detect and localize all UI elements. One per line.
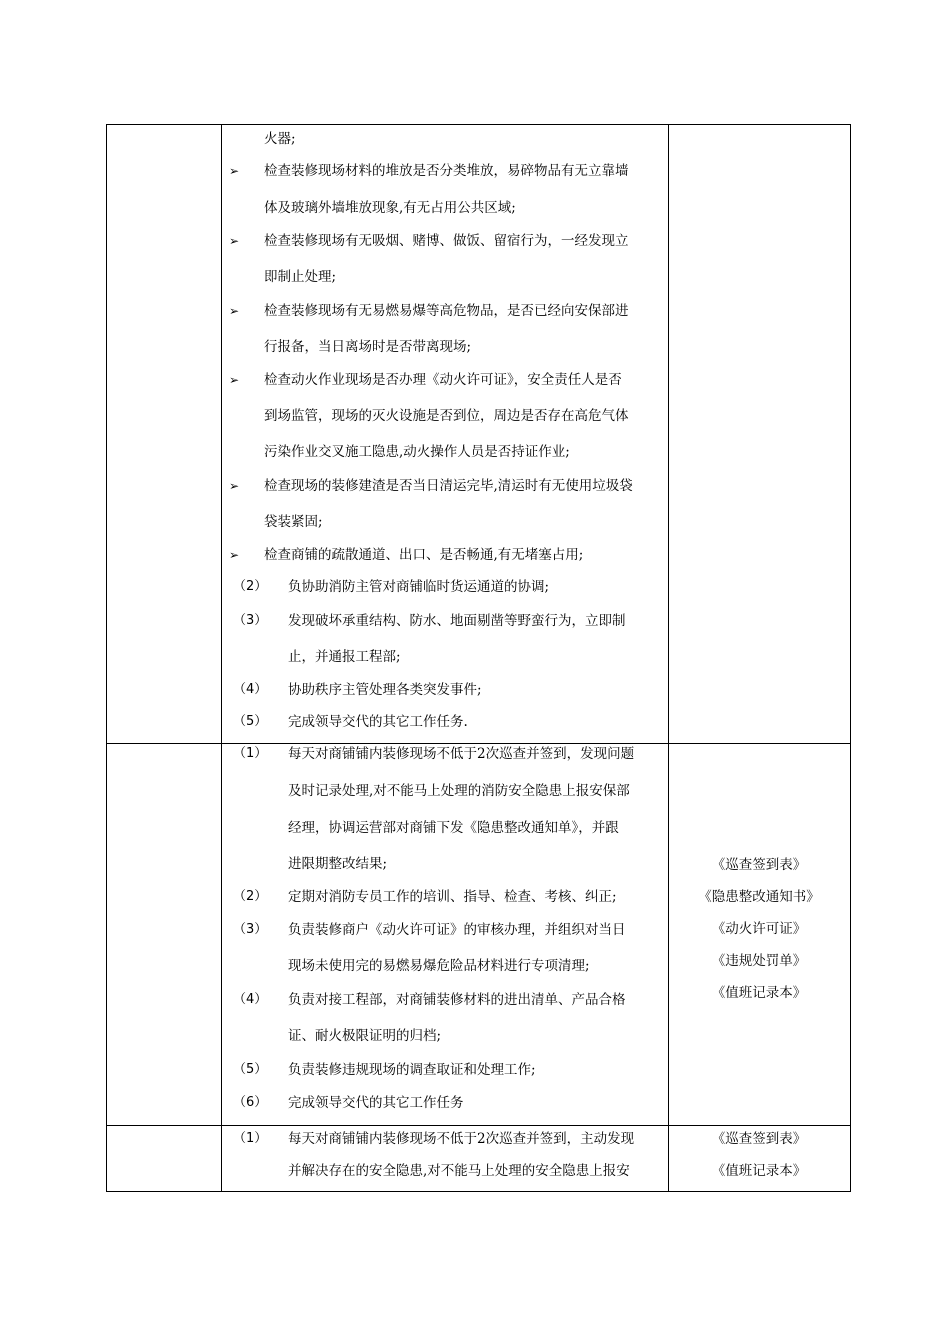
- duty-line: 进限期整改结果;: [288, 856, 388, 872]
- record-item: 《巡查签到表》: [711, 857, 807, 873]
- duties-cell: [221, 125, 669, 743]
- records-cell: [668, 125, 850, 743]
- arrow-bullet-icon: ➢: [229, 164, 240, 178]
- record-item: 《隐患整改通知书》: [698, 889, 820, 905]
- arrow-bullet-icon: ➢: [229, 479, 240, 493]
- duty-line: 协助秩序主管处理各类突发事件;: [288, 682, 482, 698]
- arrow-bullet-icon: ➢: [229, 234, 240, 248]
- item-number: （3）: [233, 922, 268, 937]
- duty-line: 及时记录处理,对不能马上处理的消防安全隐患上报安保部: [288, 783, 630, 799]
- arrow-bullet-icon: ➢: [229, 373, 240, 387]
- arrow-bullet-icon: ➢: [229, 304, 240, 318]
- duty-line: 负责装修商户《动火许可证》的审核办理，并组织对当日: [288, 922, 626, 938]
- duty-table: [106, 124, 851, 1192]
- table-row: [106, 124, 851, 744]
- duty-line: 发现破坏承重结构、防水、地面剔凿等野蛮行为，立即制: [288, 613, 626, 629]
- duty-line: 完成领导交代的其它工作任务.: [288, 714, 468, 730]
- position-cell: [107, 125, 222, 743]
- duty-line: 检查现场的装修建渣是否当日清运完毕,清运时有无使用垃圾袋: [264, 478, 633, 494]
- item-number: （1）: [233, 746, 268, 761]
- item-number: （5）: [233, 714, 268, 729]
- record-item: 《值班记录本》: [711, 985, 807, 1001]
- position-cell: [107, 1126, 222, 1191]
- item-number: （4）: [233, 992, 268, 1007]
- duty-line: 经理，协调运营部对商铺下发《隐患整改通知单》，并跟: [288, 820, 619, 836]
- duty-line: 即制止处理;: [264, 269, 337, 285]
- duty-line: 每天对商铺铺内装修现场不低于2次巡查并签到，主动发现: [288, 1131, 635, 1147]
- duty-line: 到场监管，现场的灭火设施是否到位，周边是否存在高危气体: [264, 408, 629, 424]
- position-cell: [107, 744, 222, 1125]
- item-number: （5）: [233, 1062, 268, 1077]
- duty-line: 止，并通报工程部;: [288, 649, 401, 665]
- item-number: （2）: [233, 889, 268, 904]
- item-number: （6）: [233, 1095, 268, 1110]
- duty-line: 负责装修违规现场的调查取证和处理工作;: [288, 1062, 536, 1078]
- item-number: （4）: [233, 682, 268, 697]
- arrow-bullet-icon: ➢: [229, 548, 240, 562]
- duty-line: 负责对接工程部，对商铺装修材料的进出清单、产品合格: [288, 992, 626, 1008]
- duties-cell: [221, 1126, 669, 1191]
- record-item: 《违规处罚单》: [711, 953, 807, 969]
- duty-line: 污染作业交叉施工隐患,动火操作人员是否持证作业;: [264, 444, 570, 460]
- duty-line: 每天对商铺铺内装修现场不低于2次巡查并签到，发现问题: [288, 746, 635, 762]
- record-item: 《动火许可证》: [711, 921, 807, 937]
- duty-line: 检查动火作业现场是否办理《动火许可证》，安全责任人是否: [264, 372, 622, 388]
- duty-line: 检查装修现场材料的堆放是否分类堆放，易碎物品有无立靠墙: [264, 163, 629, 179]
- record-item: 《值班记录本》: [711, 1163, 807, 1179]
- table-row: [106, 744, 851, 1126]
- item-number: （2）: [233, 579, 268, 594]
- record-item: 《巡查签到表》: [711, 1131, 807, 1147]
- records-cell: [668, 1126, 850, 1191]
- duty-line: 完成领导交代的其它工作任务: [288, 1095, 464, 1111]
- records-cell: [668, 744, 850, 1125]
- duty-line: 体及玻璃外墙堆放现象,有无占用公共区域;: [264, 200, 516, 216]
- duty-line: 检查装修现场有无易燃易爆等高危物品，是否已经向安保部进: [264, 303, 629, 319]
- duty-line: 行报备，当日离场时是否带离现场;: [264, 339, 472, 355]
- duty-line: 负协助消防主管对商铺临时货运通道的协调;: [288, 579, 550, 595]
- duty-line: 火器;: [264, 131, 296, 147]
- item-number: （1）: [233, 1131, 268, 1146]
- duty-line: 现场未使用完的易燃易爆危险品材料进行专项清理;: [288, 958, 590, 974]
- duties-cell: [221, 744, 669, 1125]
- duty-line: 检查商铺的疏散通道、出口、是否畅通,有无堵塞占用;: [264, 547, 584, 563]
- duty-line: 定期对消防专员工作的培训、指导、检查、考核、纠正;: [288, 889, 617, 905]
- duty-line: 袋装紧固;: [264, 514, 323, 530]
- duty-line: 检查装修现场有无吸烟、赌博、做饭、留宿行为，一经发现立: [264, 233, 629, 249]
- duty-line: 并解决存在的安全隐患,对不能马上处理的安全隐患上报安: [288, 1163, 630, 1179]
- duty-line: 证、耐火极限证明的归档;: [288, 1028, 442, 1044]
- table-row: [106, 1126, 851, 1192]
- item-number: （3）: [233, 613, 268, 628]
